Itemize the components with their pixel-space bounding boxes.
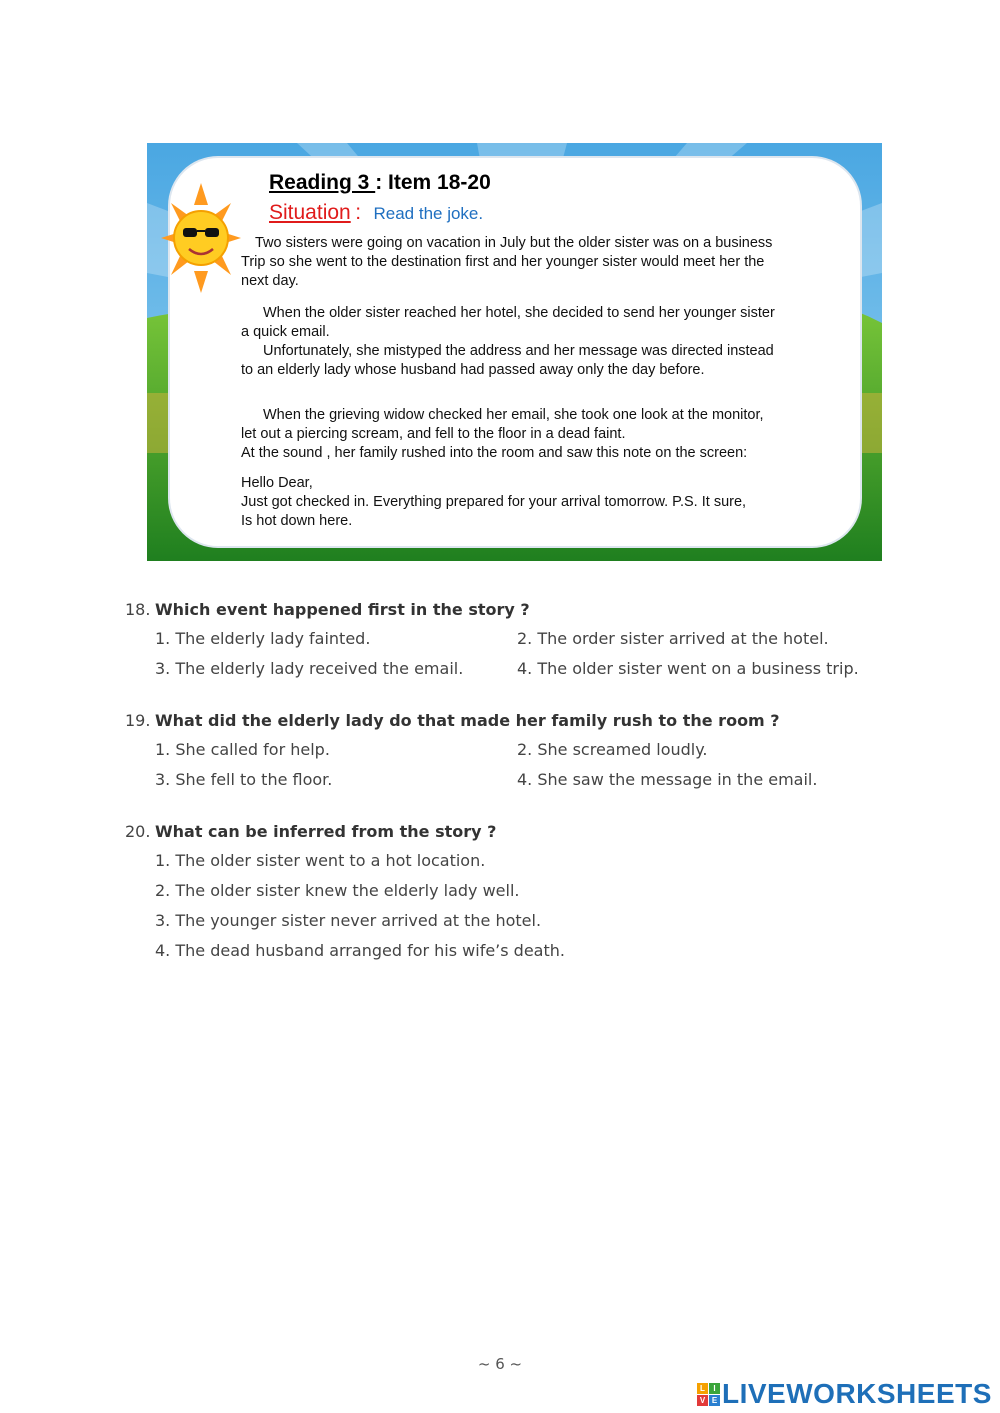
answer-option[interactable]: 1. The elderly lady fainted. — [155, 629, 371, 648]
answer-option[interactable]: 3. She fell to the floor. — [155, 770, 333, 789]
question-text: What can be inferred from the story ? — [155, 822, 497, 841]
logo-letter: L — [697, 1383, 708, 1394]
answer-option[interactable]: 3. The younger sister never arrived at the hotel. — [155, 911, 542, 930]
logo-letter: E — [709, 1395, 720, 1406]
reading-title-main: Reading 3 — [269, 171, 376, 194]
liveworksheets-logo[interactable] — [697, 1378, 992, 1410]
story-line: Unfortunately, she mistyped the address and her message was directed instead — [263, 343, 774, 359]
situation-line — [269, 201, 483, 225]
question-18 — [125, 596, 885, 684]
story-line: When the grieving widow checked her email, she took one look at the monitor, — [263, 407, 764, 423]
liveworksheets-logo-icon — [697, 1383, 720, 1406]
story-line: let out a piercing scream, and fell to the floor in a dead faint. — [241, 426, 626, 442]
story-line: Two sisters were going on vacation in July but the older sister was on a business — [255, 235, 773, 251]
reading-title — [269, 171, 491, 195]
logo-letter: V — [697, 1395, 708, 1406]
question-number: 19. — [125, 711, 151, 730]
sun-icon — [161, 183, 241, 293]
situation-text: Read the joke. — [373, 204, 484, 223]
answer-option[interactable]: 4. The older sister went on a business trip. — [517, 659, 859, 678]
answer-option[interactable]: 3. The elderly lady received the email. — [155, 659, 464, 678]
story-line: Trip so she went to the destination first and her younger sister would meet her the — [241, 254, 765, 270]
story-line: to an elderly lady whose husband had passed away only the day before. — [241, 362, 705, 378]
answer-option[interactable]: 2. The order sister arrived at the hotel. — [517, 629, 829, 648]
brand-name: LIVEWORKSHEETS — [722, 1378, 992, 1409]
story-line: Is hot down here. — [241, 513, 353, 529]
questions-section — [125, 596, 885, 989]
question-text: What did the elderly lady do that made her family rush to the room ? — [155, 711, 780, 730]
story-text — [241, 234, 831, 531]
question-number: 18. — [125, 600, 151, 619]
answer-option[interactable]: 1. She called for help. — [155, 740, 330, 759]
reading-title-items: : Item 18-20 — [375, 171, 491, 194]
situation-colon: : — [355, 201, 362, 224]
story-line: next day. — [241, 273, 299, 289]
reading-illustration-panel — [147, 143, 882, 561]
answer-option[interactable]: 1. The older sister went to a hot location. — [155, 851, 486, 870]
logo-letter: I — [709, 1383, 720, 1394]
question-number: 20. — [125, 822, 151, 841]
question-19 — [125, 707, 885, 795]
story-line: a quick email. — [241, 324, 330, 340]
story-line: Just got checked in. Everything prepared for your arrival tomorrow. P.S. It sure, — [241, 494, 747, 510]
answer-option[interactable]: 4. She saw the message in the email. — [517, 770, 818, 789]
page-number: ~ 6 ~ — [477, 1355, 523, 1373]
story-line: Hello Dear, — [241, 475, 313, 491]
situation-label: Situation — [269, 201, 351, 224]
answer-option[interactable]: 2. She screamed loudly. — [517, 740, 708, 759]
story-line: At the sound , her family rushed into the room and saw this note on the screen: — [241, 445, 748, 461]
story-line: When the older sister reached her hotel, she decided to send her younger sister — [263, 305, 775, 321]
question-20 — [125, 818, 885, 966]
answer-option[interactable]: 4. The dead husband arranged for his wife’s death. — [155, 941, 565, 960]
answer-option[interactable]: 2. The older sister knew the elderly lady well. — [155, 881, 520, 900]
question-text: Which event happened first in the story ? — [155, 600, 530, 619]
